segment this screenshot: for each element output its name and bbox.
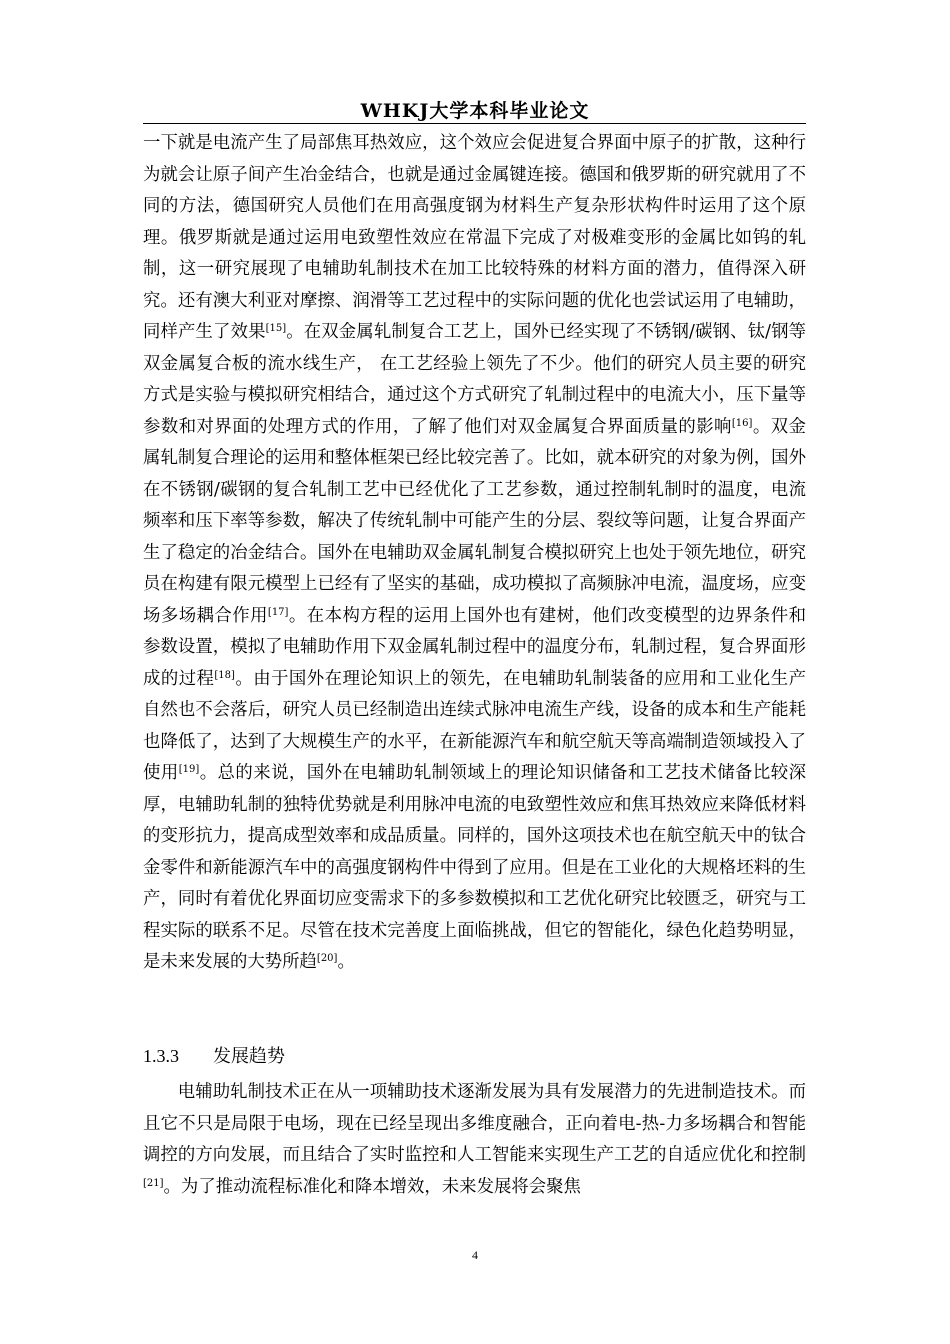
paragraph-text: 电辅助轧制技术正在从一项辅助技术逐渐发展为具有发展潜力的先进制造技术。而且它不只是局限于电场，现在已经呈现出多维度融合，正向着电-热-力多场耦合和智能调控的方向发展，而且结合了实时监控和人工智能来实现生产工艺的自适应优化和控制 (143, 1082, 806, 1165)
body-paragraph-1 (143, 128, 806, 979)
citation-ref: [21] (143, 1177, 164, 1189)
paragraph-text: 一下就是电流产生了局部焦耳热效应，这个效应会促进复合界面中原子的扩散，这种行为就会让原子间产生冶金结合，也就是通过金属键连接。德国和俄罗斯的研究就用了不同的方法，德国研究人员他们在用高强度钢为材料生产复杂形状构件时运用了这个原理。俄罗斯就是通过运用电致塑性效应在常温下完成了对极难变形的金属比如钨的轧制，这一研究展现了电辅助轧制技术在加工比较特殊的材料方面的潜力，值得深入研究。还有澳大利亚对摩擦、润滑等工艺过程中的实际问题的优化也尝试运用了电辅助，同样产生了效果 (143, 133, 806, 342)
paragraph-text: 。总的来说，国外在电辅助轧制领域上的理论知识储备和工艺技术储备比较深厚，电辅助轧制的独特优势就是利用脉冲电流的电致塑性效应和焦耳热效应来降低材料的变形抗力，提高成型效率和成品质量。同样的，国外这项技术也在航空航天中的钛合金零件和新能源汽车中的高强度钢构件中得到了应用。但是在工业化的大规格坯料的生产，同时有着优化界面切应变需求下的多参数模拟和工艺优化研究比较匮乏，研究与工程实际的联系不足。尽管在技术完善度上面临挑战，但它的智能化，绿色化趋势明显，是未来发展的大势所趋 (143, 763, 806, 972)
citation-ref: [15] (265, 323, 287, 334)
paragraph-text: 。在本构方程的运用上国外也有建树，他们改变模型的边界条件和参数设置，模拟了电辅助作用下双金属轧制过程中的温度分布，轧制过程，复合界面形成的过程 (143, 605, 806, 689)
citation-ref: [17] (267, 606, 289, 618)
section-number: 1.3.3 (143, 1046, 179, 1066)
page-header-title: WHKJ大学本科毕业论文 (360, 100, 590, 122)
paragraph-text: 。在双金属轧制复合工艺上，国外已经实现了不锈钢/碳钢、钛/钢等双金属复合板的流水线生产， 在工艺经验上领先了不少。他们的研究人员主要的研究方式是实验与模拟研究相结合，通过这个方式研究了轧制过程中的电流大小，压下量等参数和对界面的处理方式的作用，了解了他们对双金属复合界面质量的影响 (143, 322, 806, 437)
paragraph-text: 。双金属轧制复合理论的运用和整体框架已经比较完善了。比如，就本研究的对象为例，国外在不锈钢/碳钢的复合轧制工艺中已经优化了工艺参数，通过控制轧制时的温度，电流频率和压下率等参数，解决了传统轧制中可能产生的分层、裂纹等问题，让复合界面产生了稳定的冶金结合。国外在电辅助双金属轧制复合模拟研究上也处于领先地位，研究员在构建有限元模型上已经有了坚实的基础，成功模拟了高频脉冲电流，温度场，应变场多场耦合作用 (143, 416, 806, 626)
header-divider (143, 123, 806, 124)
section-title: 发展趋势 (213, 1046, 285, 1067)
citation-ref: [18] (214, 669, 235, 681)
body-paragraph-2 (143, 1077, 806, 1203)
paragraph-text: 。由于国外在理论知识上的领先，在电辅助轧制装备的应用和工业化生产自然也不会落后，研究人员已经制造出连续式脉冲电流生产线，设备的成本和生产能耗也降低了，达到了大规模生产的水平，在新能源汽车和航空航天等高端制造领域投入了使用 (143, 668, 806, 783)
section-heading (143, 1040, 806, 1073)
citation-ref: [19] (178, 764, 200, 775)
citation-ref: [16] (731, 417, 753, 429)
page-number: 4 (472, 1248, 478, 1262)
paragraph-text: 。为了推动流程标准化和降本增效，未来发展将会聚焦 (163, 1176, 581, 1197)
citation-ref: [20] (316, 953, 338, 964)
paragraph-text: 。 (337, 952, 355, 972)
